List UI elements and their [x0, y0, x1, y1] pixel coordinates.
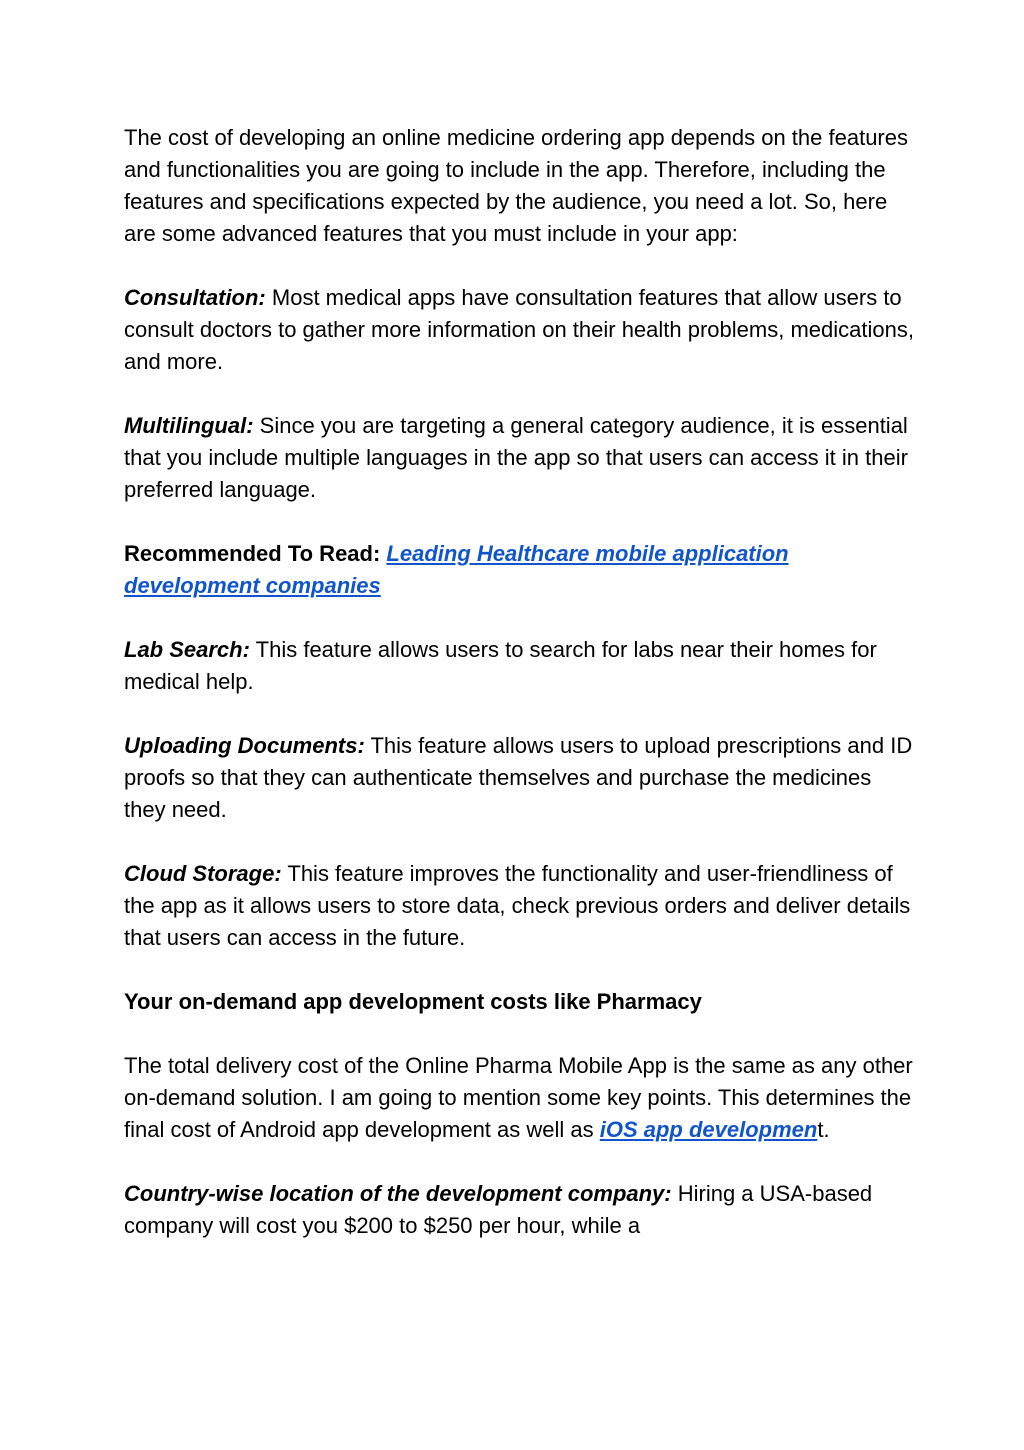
cost-suffix: t.	[817, 1117, 830, 1142]
feature-term: Lab Search:	[124, 637, 250, 662]
feature-multilingual	[124, 410, 914, 506]
recommended-label: Recommended To Read:	[124, 541, 387, 566]
feature-description: This feature allows users to search for labs near their homes for medical help.	[124, 637, 877, 694]
section-heading: Your on-demand app development costs like Pharmacy	[124, 989, 702, 1014]
document-page	[124, 122, 914, 1274]
feature-description: This feature improves the functionality and user-friendliness of the app as it allows users to store data, check previous orders and deliver details that users can access in the future.	[124, 861, 911, 950]
feature-term: Consultation:	[124, 285, 266, 310]
feature-cloud-storage	[124, 858, 914, 954]
cost-text: The total delivery cost of the Online Pharma Mobile App is the same as any other on-demand solution. I am going to mention some key points. This determines the final cost of Android app development as well as	[124, 1053, 913, 1142]
cost-paragraph	[124, 1050, 914, 1146]
feature-lab-search	[124, 634, 914, 698]
recommended-link[interactable]: Leading Healthcare mobile application development companies	[124, 541, 789, 598]
feature-uploading-documents	[124, 730, 914, 826]
feature-description: Most medical apps have consultation features that allow users to consult doctors to gather more information on their health problems, medications, and more.	[124, 285, 914, 374]
ios-development-link[interactable]: iOS app developmen	[599, 1117, 818, 1142]
feature-consultation	[124, 282, 914, 378]
intro-paragraph: The cost of developing an online medicine ordering app depends on the features and functionalities you are going to include in the app. Therefore, including the features and specifications expected by the audience, you need a lot. So, here are some advanced features that you must include in your app:	[124, 125, 908, 246]
feature-term: Country-wise location of the development company:	[124, 1181, 672, 1206]
feature-term: Multilingual:	[124, 413, 254, 438]
feature-term: Uploading Documents:	[124, 733, 365, 758]
feature-description: Hiring a USA-based company will cost you $200 to $250 per hour, while a	[124, 1181, 873, 1238]
feature-description: Since you are targeting a general category audience, it is essential that you include multiple languages in the app so that users can access it in their preferred language.	[124, 413, 908, 502]
feature-country-location	[124, 1178, 914, 1242]
feature-description: This feature allows users to upload prescriptions and ID proofs so that they can authenticate themselves and purchase the medicines they need.	[124, 733, 913, 822]
feature-term: Cloud Storage:	[124, 861, 282, 886]
recommended-read	[124, 538, 914, 602]
